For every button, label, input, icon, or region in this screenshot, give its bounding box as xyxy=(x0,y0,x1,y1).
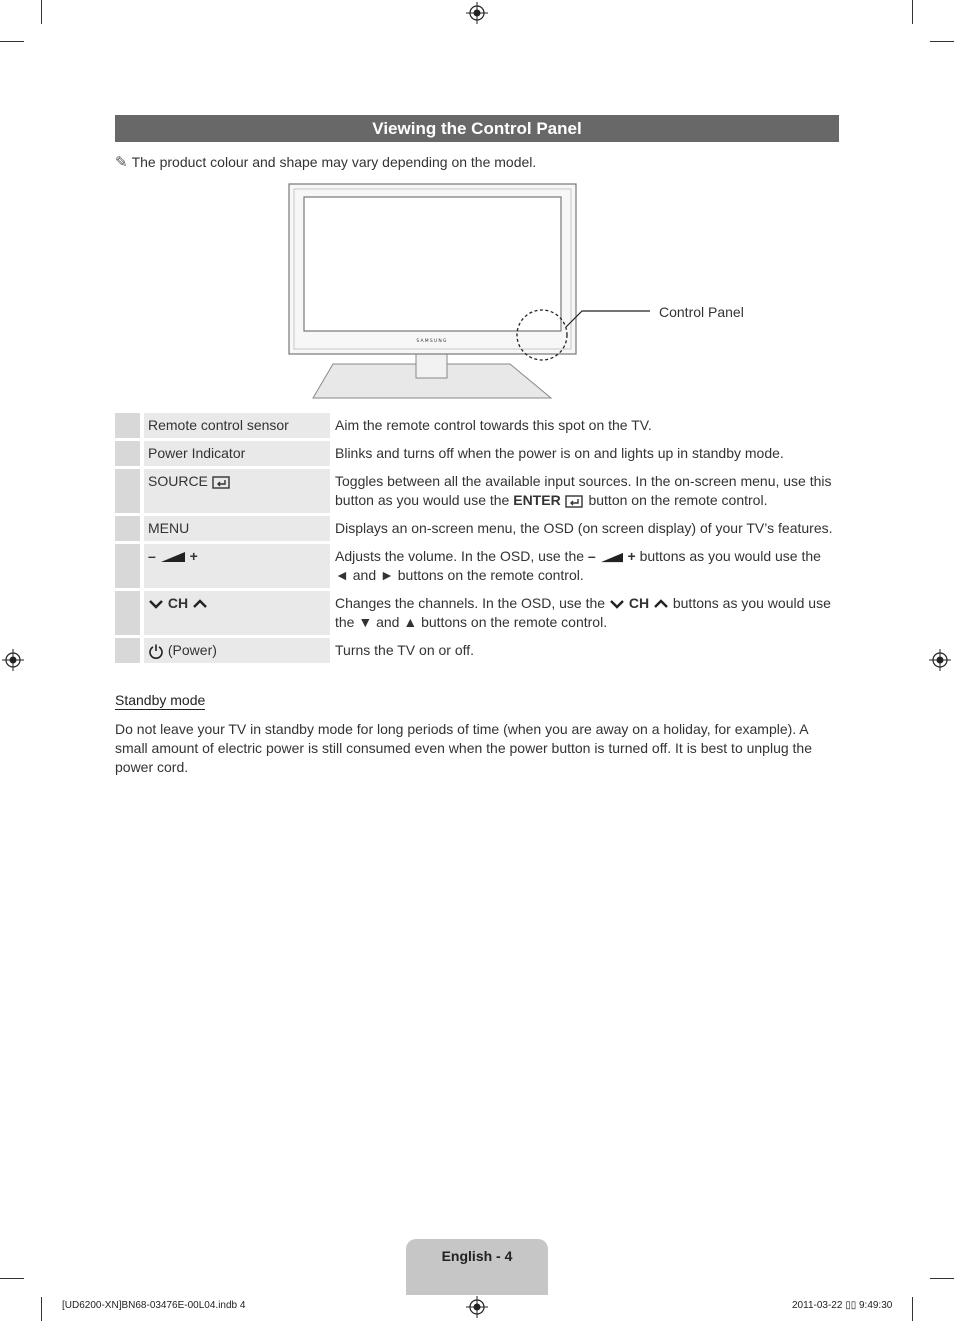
pencil-note-icon: ✎ xyxy=(115,154,128,171)
registration-mark-icon xyxy=(929,649,951,671)
control-name: Power Indicator xyxy=(140,441,330,466)
volume-ramp-icon xyxy=(600,552,624,563)
control-panel-table xyxy=(115,410,839,666)
standby-paragraph: Do not leave your TV in standby mode for long periods of time (when you are away on a holiday, for example). A small amount of electric power is still consumed even when the power button is turned off. It is best to unplug the power cord. xyxy=(115,721,813,775)
chevron-up-icon xyxy=(653,598,669,610)
table-row xyxy=(115,591,839,635)
control-description: Turns the TV on or off. xyxy=(330,638,839,663)
control-panel-label: Control Panel xyxy=(659,304,744,320)
note-text: The product colour and shape may vary depending on the model. xyxy=(131,154,537,170)
control-name xyxy=(140,469,330,513)
table-row xyxy=(115,469,839,513)
enter-icon xyxy=(565,494,585,509)
registration-mark-icon xyxy=(466,1296,488,1318)
source-enter-icon xyxy=(212,475,232,490)
volume-ramp-icon xyxy=(160,551,186,563)
channel-label: CH xyxy=(167,595,189,611)
model-note xyxy=(115,153,536,171)
control-name: Remote control sensor xyxy=(140,413,330,438)
control-description: Adjusts the volume. In the OSD, use the – + buttons as you would use the ◄ and ► buttons on the remote control. xyxy=(330,544,839,588)
control-name xyxy=(140,638,330,663)
tv-illustration xyxy=(285,180,660,402)
control-description: Blinks and turns off when the power is on and lights up in standby mode. xyxy=(330,441,839,466)
control-description: Displays an on-screen menu, the OSD (on screen display) of your TV’s features. xyxy=(330,516,839,541)
footer-file-info: [UD6200-XN]BN68-03476E-00L04.indb 4 xyxy=(62,1300,246,1311)
table-row xyxy=(115,544,839,588)
control-name: MENU xyxy=(140,516,330,541)
footer-timestamp: 2011-03-22 ▯▯ 9:49:30 xyxy=(792,1300,893,1311)
table-row xyxy=(115,516,839,541)
volume-plus-label: + xyxy=(189,548,198,564)
table-row xyxy=(115,441,839,466)
source-label: SOURCE xyxy=(148,473,208,489)
standby-heading: Standby mode xyxy=(115,692,206,708)
table-row xyxy=(115,638,839,663)
control-name xyxy=(140,544,330,588)
chevron-up-icon xyxy=(192,598,208,610)
volume-minus-label: – xyxy=(148,548,156,564)
chevron-down-icon xyxy=(609,598,625,610)
control-description: Aim the remote control towards this spot on the TV. xyxy=(330,413,839,438)
chevron-down-icon xyxy=(148,598,164,610)
page-number-tab: English - 4 xyxy=(406,1239,548,1295)
registration-mark-icon xyxy=(2,649,24,671)
section-title: Viewing the Control Panel xyxy=(115,115,839,142)
control-description: Toggles between all the available input sources. In the on-screen menu, use this button as you would use the ENTER button on the remote control. xyxy=(330,469,839,513)
power-icon xyxy=(148,643,164,659)
power-label: (Power) xyxy=(167,642,217,658)
control-description: Changes the channels. In the OSD, use the CH buttons as you would use the ▼ and ▲ buttons on the remote control. xyxy=(330,591,839,635)
tv-brand-logo: SAMSUNG xyxy=(416,339,448,344)
table-row xyxy=(115,413,839,438)
registration-mark-icon xyxy=(466,2,488,24)
callout-line xyxy=(566,311,650,327)
control-name xyxy=(140,591,330,635)
